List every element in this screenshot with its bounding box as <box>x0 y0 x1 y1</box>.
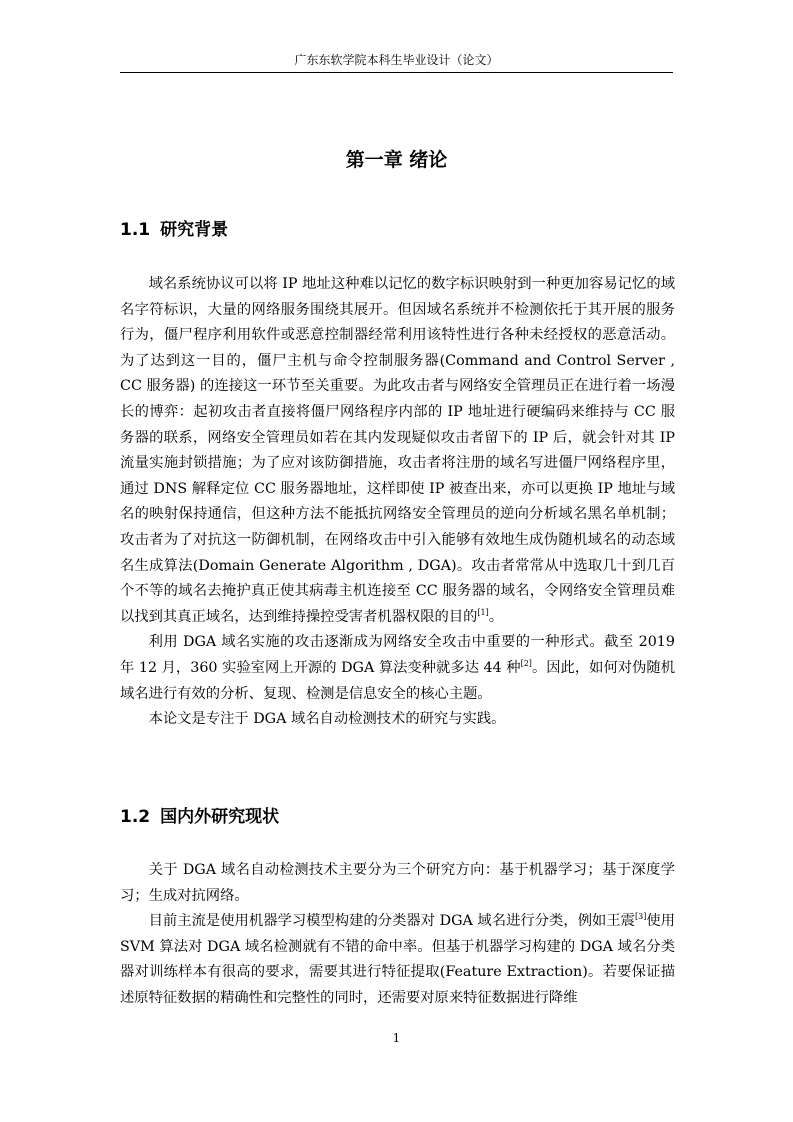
paragraph-text: 使用 SVM 算法对 DGA 域名检测就有不错的命中率。但基于机器学习构建的 DGA 域名分类器对训练样本有很高的要求，需要其进行特征提取(Feature Extraction)。若要保证描述原特征数据的精确性和完整性的同时，还需要对原来特征数据进行降维 <box>120 913 676 1006</box>
citation-ref: [3] <box>635 912 647 922</box>
page-header: 广东东软学院本科生毕业设计（论文） <box>294 53 499 67</box>
header-rule <box>120 72 673 73</box>
paragraph: 关于 DGA 域名自动检测技术主要分为三个研究方向：基于机器学习；基于深度学习；生成对抗网络。 <box>120 862 675 904</box>
section-number: 1.1 <box>120 220 151 240</box>
section-number: 1.2 <box>120 807 151 827</box>
paragraph-text: 域名系统协议可以将 IP 地址这种难以记忆的数字标识映射到一种更加容易记忆的域名字符标识，大量的网络服务围绕其展开。但因域名系统并不检测依托于其开展的服务行为，僵尸程序利用软件或恶意控制器经常利用该特性进行各种未经授权的恶意活动。为了达到这一目的，僵尸主机与命令控制服务器(Command and Control Server , CC 服务器) 的连接这一环节至关重要。为此攻击者与网络安全管理员正在进行着一场漫长的博弈：起初攻击者直接将僵尸网络程序内部的 IP 地址进行硬编码来维持与 CC 服务器的联系，网络安全管理员如若在其内发现疑似攻击者留下的 IP 后，就会针对其 IP 流量实施封锁措施；为了应对该防御措施，攻击者将注册的域名写进僵尸网络程序里，通过 DNS 解释定位 CC 服务器地址，这样即使 IP 被查出来，亦可以更换 IP 地址与域名的映射保持通信，但这种方法不能抵抗网络安全管理员的逆向分析域名黑名单机制；攻击者为了对抗这一防御机制，在网络攻击中引入能够有效地生成伪随机域名的动态域名生成算法(Domain Generate Algorithm , DGA)。攻击者常常从中选取几十到几百个不等的域名去掩护真正使其病毒主机连接至 CC 服务器的域名，令网络安全管理员难以找到其真正域名，达到维持操控受害者机器权限的目的 <box>120 276 675 625</box>
paragraph: 本论文是专注于 DGA 域名自动检测技术的研究与实践。 <box>148 711 506 728</box>
paragraph-text: 。因此，如何对伪随机域名进行有效的分析、复现、检测是信息安全的核心主题。 <box>120 659 676 702</box>
section-1-2-body <box>120 858 675 1012</box>
paragraph-text: 利用 DGA 域名实施的攻击逐渐成为网络安全攻击中重要的一种形式。截至 2019 年 12 月，360 实验室网上开源的 DGA 算法变种就多达 44 种 <box>120 634 675 676</box>
paragraph <box>120 630 675 707</box>
page-number: 1 <box>392 1031 401 1045</box>
citation-ref: [1] <box>477 607 489 617</box>
citation-ref: [2] <box>520 659 532 669</box>
paragraph <box>120 272 675 630</box>
section-heading-1-2 <box>120 802 673 832</box>
paragraph <box>120 909 675 1011</box>
paragraph-text: 目前主流是使用机器学习模型构建的分类器对 DGA 域名进行分类，例如王震 <box>148 913 636 930</box>
paragraph-text: 。 <box>488 608 504 625</box>
section-heading-1-1 <box>120 215 673 245</box>
section-1-1-body <box>120 272 675 733</box>
section-title: 研究背景 <box>160 220 229 240</box>
section-title: 国内外研究现状 <box>160 807 280 827</box>
chapter-title: 第一章 绪论 <box>345 149 448 171</box>
